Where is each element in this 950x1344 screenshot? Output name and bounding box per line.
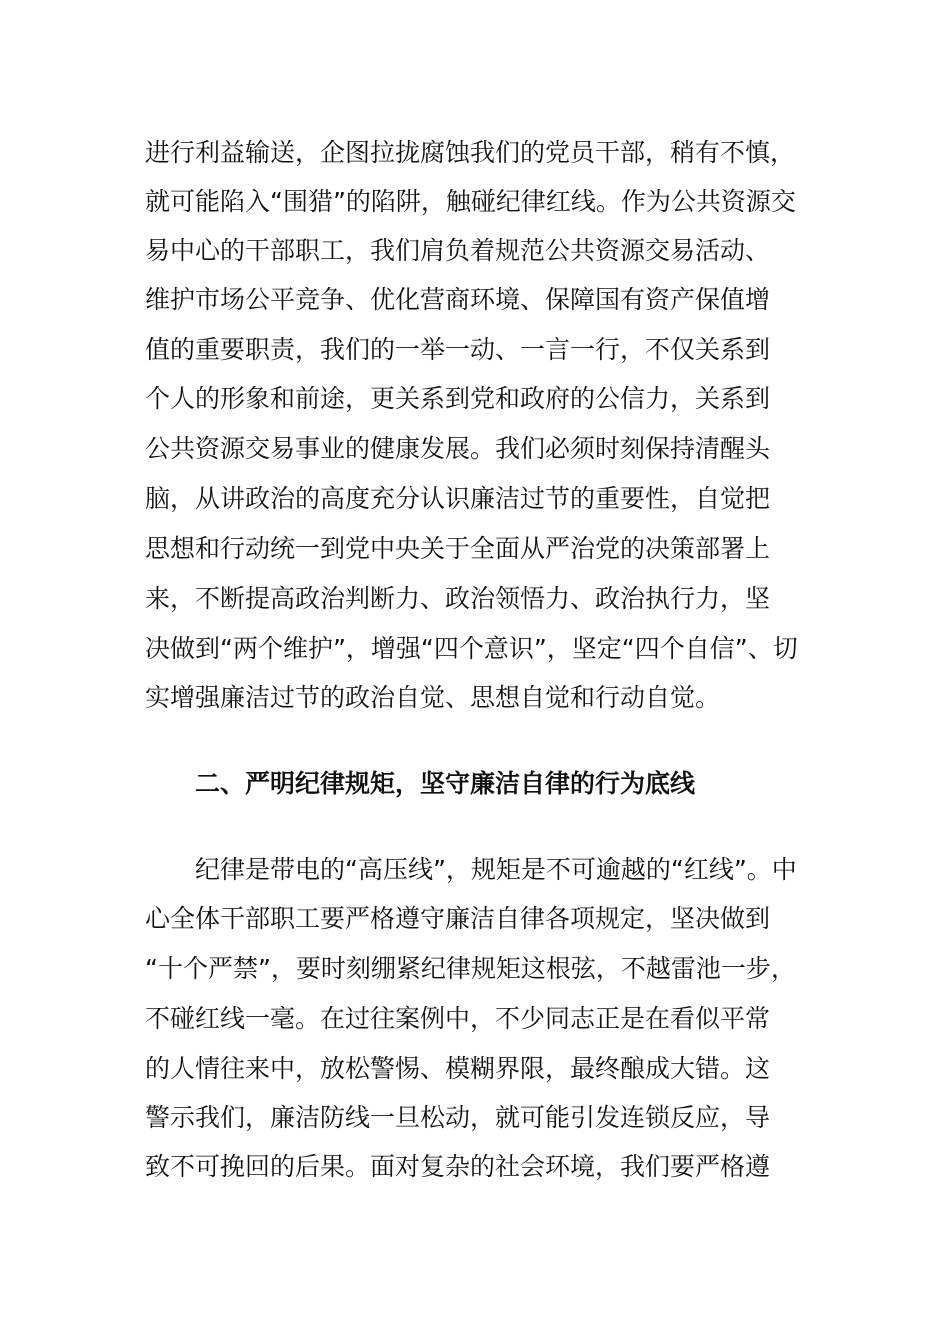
text-line: 维护市场公平竞争、优化营商环境、保障国有资产保值增 bbox=[145, 285, 771, 314]
text-line: “十个严禁”，要时刻绷紧纪律规矩这根弦，不越雷池一步， bbox=[145, 954, 796, 983]
text-line: 值的重要职责，我们的一举一动、一言一行，不仅关系到 bbox=[145, 335, 771, 364]
text-line: 进行利益输送，企图拉拢腐蚀我们的党员干部，稍有不慎， bbox=[145, 138, 796, 167]
text-line: 纪律是带电的“高压线”，规矩是不可逾越的“红线”。中 bbox=[195, 855, 797, 884]
section-heading: 二、严明纪律规矩，坚守廉洁自律的行为底线 bbox=[195, 769, 696, 798]
text-line: 易中心的干部职工，我们肩负着规范公共资源交易活动、 bbox=[145, 236, 771, 265]
text-line: 的人情往来中，放松警惕、模糊界限，最终酿成大错。这 bbox=[145, 1054, 771, 1083]
text-line: 决做到“两个维护”，增强“四个意识”，坚定“四个自信”、切 bbox=[145, 634, 798, 663]
text-line: 致不可挽回的后果。面对复杂的社会环境，我们要严格遵 bbox=[145, 1152, 771, 1181]
text-line: 脑，从讲政治的高度充分认识廉洁过节的重要性，自觉把 bbox=[145, 484, 771, 513]
text-line: 思想和行动统一到党中央关于全面从严治党的决策部署上 bbox=[145, 534, 771, 563]
text-line: 公共资源交易事业的健康发展。我们必须时刻保持清醒头 bbox=[145, 434, 771, 463]
text-line: 个人的形象和前途，更关系到党和政府的公信力，关系到 bbox=[145, 384, 771, 413]
text-line: 实增强廉洁过节的政治自觉、思想自觉和行动自觉。 bbox=[145, 683, 721, 712]
text-line: 就可能陷入“围猎”的陷阱，触碰纪律红线。作为公共资源交 bbox=[145, 187, 796, 216]
text-line: 警示我们，廉洁防线一旦松动，就可能引发连锁反应，导 bbox=[145, 1103, 771, 1132]
text-line: 来，不断提高政治判断力、政治领悟力、政治执行力，坚 bbox=[145, 584, 771, 613]
text-line: 心全体干部职工要严格遵守廉洁自律各项规定，坚决做到 bbox=[145, 904, 771, 933]
text-line: 不碰红线一毫。在过往案例中，不少同志正是在看似平常 bbox=[145, 1004, 771, 1033]
